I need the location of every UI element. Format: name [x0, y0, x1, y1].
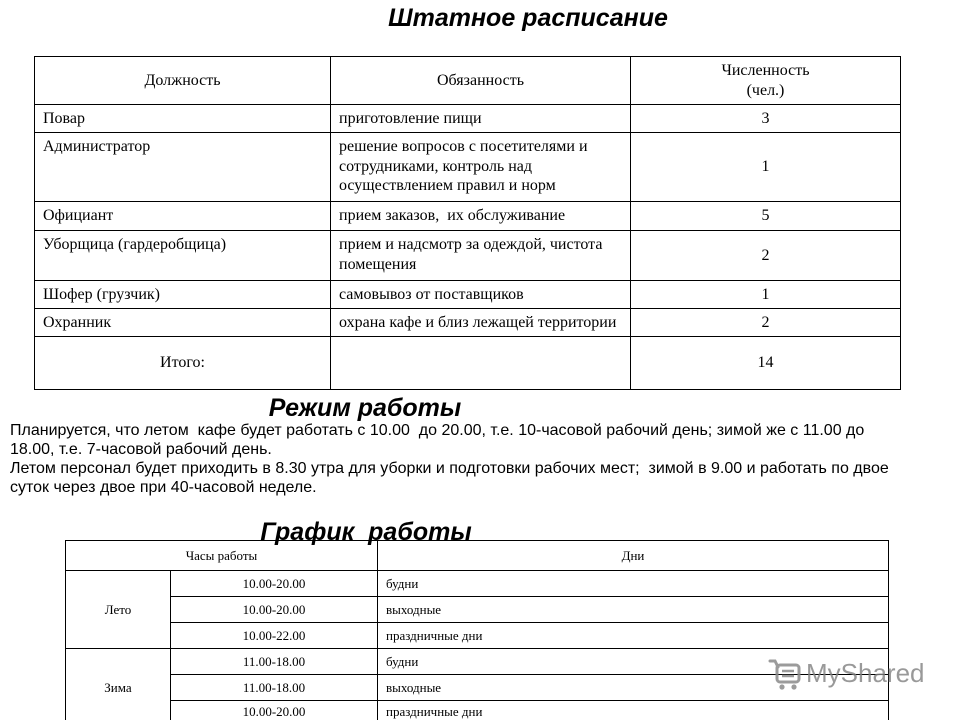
total-label: Итого:	[35, 337, 331, 390]
duty-cell: решение вопросов с посетителями и сотрудниками, контроль над осуществлением правил и норм	[331, 133, 631, 202]
header-position: Должность	[35, 57, 331, 105]
position-cell: Повар	[35, 105, 331, 133]
duty-cell: самовывоз от поставщиков	[331, 281, 631, 309]
header-count: Численность (чел.)	[631, 57, 901, 105]
myshared-logo-icon	[768, 655, 802, 691]
hours-cell: 10.00-20.00	[171, 701, 378, 720]
hours-cell: 10.00-22.00	[171, 623, 378, 649]
duty-cell: приготовление пищи	[331, 105, 631, 133]
position-cell: Официант	[35, 202, 331, 231]
watermark-text: MyShared	[806, 658, 925, 688]
days-cell: будни	[378, 649, 889, 675]
header-duty: Обязанность	[331, 57, 631, 105]
days-cell: праздничные дни	[378, 701, 889, 720]
count-cell: 1	[631, 133, 901, 202]
paragraph-line: Летом персонал будет приходить в 8.30 утра для уборки и подготовки рабочих мест; зимой в 9.00 и работать по двое	[10, 460, 889, 477]
work-mode-heading: Режим работы	[268, 394, 462, 422]
count-cell: 3	[631, 105, 901, 133]
duty-cell: прием заказов, их обслуживание	[331, 202, 631, 231]
schedule-heading: График работы	[260, 518, 472, 546]
header-hours: Часы работы	[66, 541, 378, 571]
count-cell: 2	[631, 309, 901, 337]
staff-table	[34, 56, 901, 390]
duty-cell: прием и надсмотр за одеждой, чистота помещения	[331, 231, 631, 281]
paragraph-line: суток через двое при 40-часовой неделе.	[10, 479, 317, 496]
paragraph-line: Планируется, что летом кафе будет работать с 10.00 до 20.00, т.е. 10-часовой рабочий день; зимой же с 11.00 до	[10, 422, 865, 439]
position-cell: Шофер (грузчик)	[35, 281, 331, 309]
total-count: 14	[631, 337, 901, 390]
hours-cell: 10.00-20.00	[171, 597, 378, 623]
count-cell: 5	[631, 202, 901, 231]
days-cell: праздничные дни	[378, 623, 889, 649]
total-empty-cell	[331, 337, 631, 390]
header-days: Дни	[378, 541, 889, 571]
season-winter: Зима	[66, 649, 171, 720]
days-cell: будни	[378, 571, 889, 597]
count-cell: 1	[631, 281, 901, 309]
paragraph-line: 18.00, т.е. 7-часовой рабочий день.	[10, 441, 272, 458]
position-cell: Уборщица (гардеробщица)	[35, 231, 331, 281]
position-cell: Охранник	[35, 309, 331, 337]
days-cell: выходные	[378, 675, 889, 701]
schedule-table	[65, 540, 889, 720]
work-mode-text	[10, 421, 950, 497]
page-title: Штатное расписание	[388, 4, 668, 32]
count-cell: 2	[631, 231, 901, 281]
season-summer: Лето	[66, 571, 171, 649]
duty-cell: охрана кафе и близ лежащей территории	[331, 309, 631, 337]
hours-cell: 10.00-20.00	[171, 571, 378, 597]
hours-cell: 11.00-18.00	[171, 675, 378, 701]
position-cell: Администратор	[35, 133, 331, 202]
hours-cell: 11.00-18.00	[171, 649, 378, 675]
days-cell: выходные	[378, 597, 889, 623]
